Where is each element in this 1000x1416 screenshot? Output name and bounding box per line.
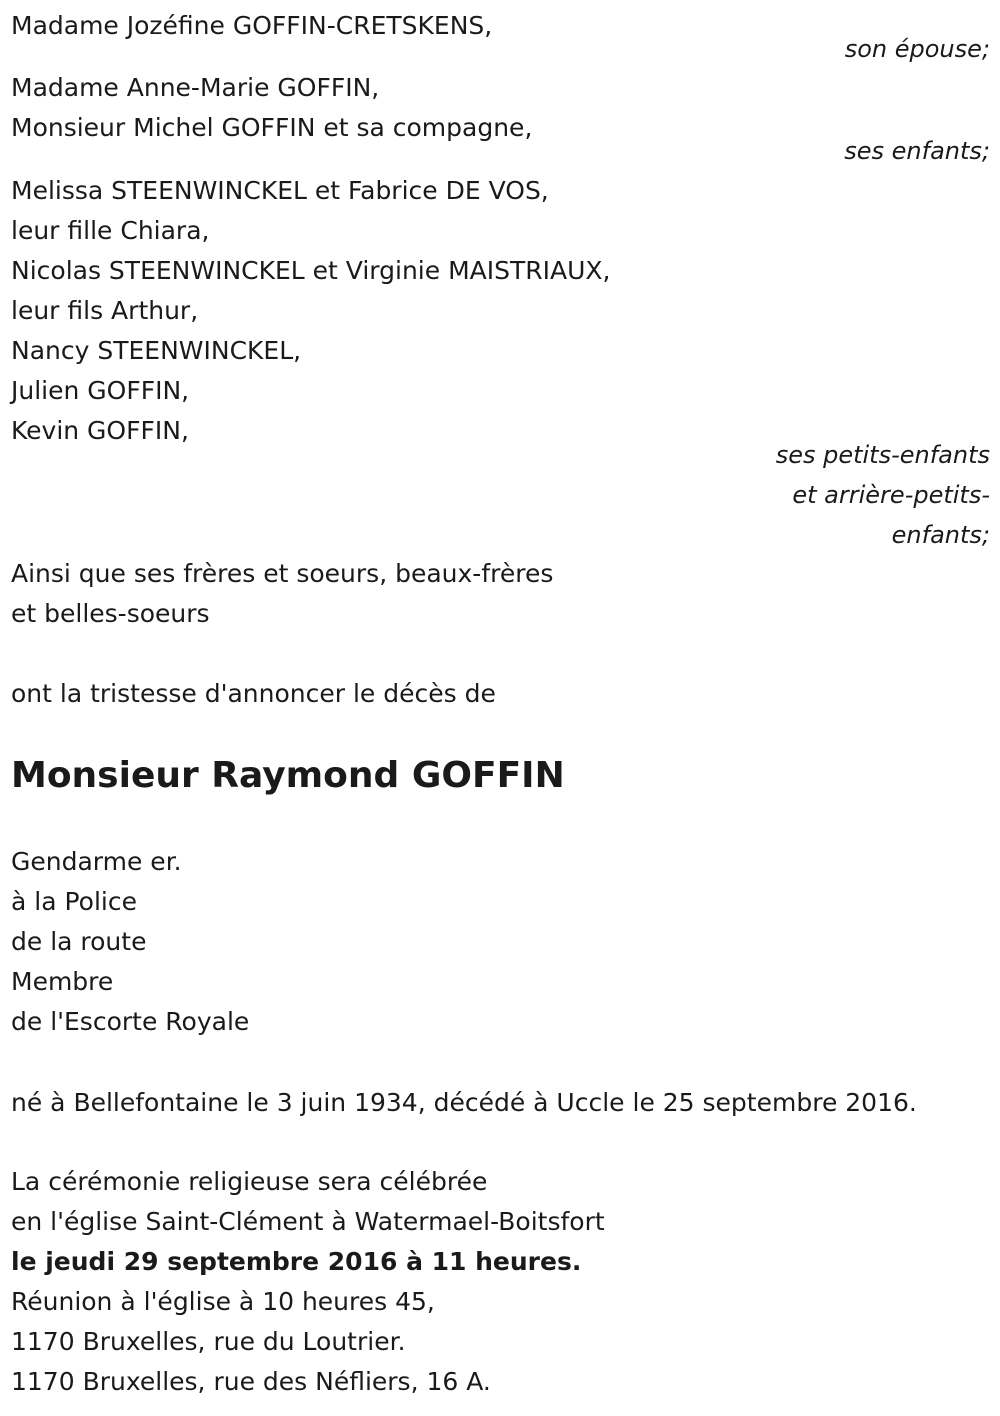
grandchildren-role: ses petits-enfants	[775, 441, 990, 469]
grandchild-name: Julien GOFFIN,	[11, 376, 190, 405]
birth-death-dates: né à Bellefontaine le 3 juin 1934, décédé à Uccle le 25 septembre 2016.	[11, 1088, 917, 1117]
deceased-title-line: de la route	[11, 927, 147, 956]
siblings-line: Ainsi que ses frères et soeurs, beaux-frères	[11, 559, 554, 588]
deceased-title-line: Gendarme er.	[11, 847, 182, 876]
grandchild-name: Melissa STEENWINCKEL et Fabrice DE VOS,	[11, 176, 549, 205]
spouse-role: son épouse;	[844, 35, 990, 63]
children-role: ses enfants;	[844, 137, 990, 165]
deceased-title-line: à la Police	[11, 887, 137, 916]
child-name: Monsieur Michel GOFFIN et sa compagne,	[11, 113, 533, 142]
address-line: 1170 Bruxelles, rue du Loutrier.	[11, 1327, 406, 1356]
ceremony-datetime: le jeudi 29 septembre 2016 à 11 heures.	[11, 1247, 582, 1276]
grandchildren-role: et arrière-petits-	[792, 481, 990, 509]
ceremony-line: La cérémonie religieuse sera célébrée	[11, 1167, 488, 1196]
deceased-title-line: de l'Escorte Royale	[11, 1007, 250, 1036]
deceased-title-line: Membre	[11, 967, 114, 996]
ceremony-location: en l'église Saint-Clément à Watermael-Boitsfort	[11, 1207, 605, 1236]
grandchild-name: Nicolas STEENWINCKEL et Virginie MAISTRIAUX,	[11, 256, 611, 285]
grandchildren-role: enfants;	[891, 521, 990, 549]
grandchild-name: leur fille Chiara,	[11, 216, 210, 245]
siblings-line: et belles-soeurs	[11, 599, 210, 628]
grandchild-name: Kevin GOFFIN,	[11, 416, 189, 445]
address-line: 1170 Bruxelles, rue des Néfliers, 16 A.	[11, 1367, 491, 1396]
child-name: Madame Anne-Marie GOFFIN,	[11, 73, 380, 102]
deceased-name: Monsieur Raymond GOFFIN	[11, 755, 565, 796]
spouse-name: Madame Jozéfine GOFFIN-CRETSKENS,	[11, 11, 493, 40]
meeting-info: Réunion à l'église à 10 heures 45,	[11, 1287, 435, 1316]
announcement-text: ont la tristesse d'annoncer le décès de	[11, 679, 496, 708]
grandchild-name: Nancy STEENWINCKEL,	[11, 336, 302, 365]
grandchild-name: leur fils Arthur,	[11, 296, 199, 325]
